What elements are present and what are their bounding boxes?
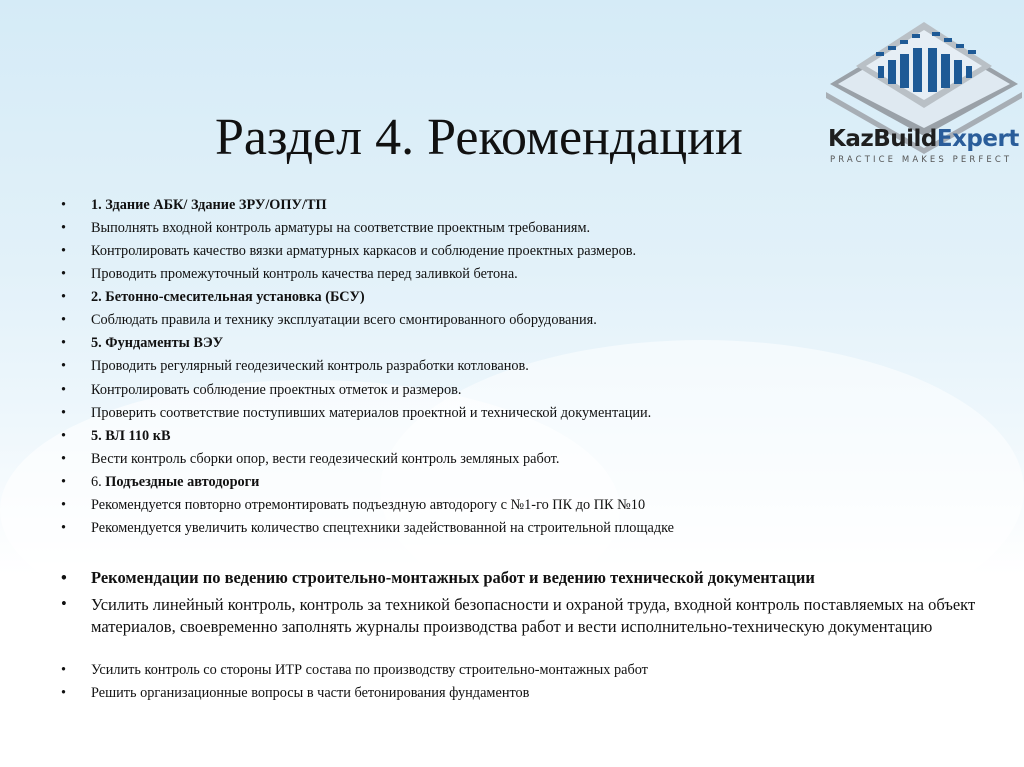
logo-tagline: PRACTICE MAKES PERFECT xyxy=(830,155,1013,165)
list-item-label: 5. ВЛ 110 кВ xyxy=(91,427,171,444)
list-item-text xyxy=(91,474,259,491)
list-item-label: Подъездные автодороги xyxy=(105,473,260,490)
summary-item-text: Решить организационные вопросы в части бетонирования фундаментов xyxy=(91,685,530,701)
list-item-prefix: 6. xyxy=(91,473,106,490)
list-item-text xyxy=(91,358,529,375)
list-item-text xyxy=(91,312,597,329)
list-item-label: Проверить соответствие поступивших материалов проектной и технической документации. xyxy=(91,404,652,421)
list-item-text xyxy=(91,266,518,283)
bullet: • xyxy=(61,243,67,260)
bullet: • xyxy=(61,197,67,213)
bullet: • xyxy=(61,473,67,490)
bullet: • xyxy=(61,685,67,701)
bullet: • xyxy=(61,289,67,306)
list-item-label: 1. Здание АБК/ Здание ЗРУ/ОПУ/ТП xyxy=(91,197,327,213)
bullet: • xyxy=(61,568,67,587)
summary-paragraph: Усилить линейный контроль, контроль за техникой безопасности и охраной труда, входной контроль поставляемых на объект материалов, своевременно заполнять журналы производства работ и вести исполнительно-техническую документацию xyxy=(91,595,976,636)
list-item-label: Проводить промежуточный контроль качества перед заливкой бетона. xyxy=(91,266,518,283)
bullet: • xyxy=(61,594,67,613)
logo-wordmark: KazBuildExpert xyxy=(828,126,1019,152)
bullet: • xyxy=(61,519,67,536)
list-item-label: Контролировать соблюдение проектных отметок и размеров. xyxy=(91,381,462,398)
list-item-label: 5. Фундаменты ВЭУ xyxy=(91,335,224,352)
list-item-label: Контролировать качество вязки арматурных каркасов и соблюдение проектных размеров. xyxy=(91,243,637,260)
bullet: • xyxy=(61,312,67,329)
bullet: • xyxy=(61,381,67,398)
summary-item-text: Усилить контроль со стороны ИТР состава по производству строительно-монтажных работ xyxy=(91,662,648,678)
list-item-label: Проводить регулярный геодезический контроль разработки котлованов. xyxy=(91,358,529,375)
bullet: • xyxy=(61,404,67,421)
list-item-text xyxy=(91,451,559,468)
summary-heading: Рекомендации по ведению строительно-монтажных работ и ведению технической документации xyxy=(91,568,815,587)
list-item-text xyxy=(91,382,461,399)
list-item-label: Соблюдать правила и технику эксплуатации всего смонтированного оборудования. xyxy=(91,312,597,329)
list-item-label: Рекомендуется повторно отремонтировать подъездную автодорогу с №1-го ПК до ПК №10 xyxy=(91,496,646,513)
list-item-label: Выполнять входной контроль арматуры на соответствие проектным требованиям. xyxy=(91,220,591,237)
list-item-label: Рекомендуется увеличить количество спецтехники задействованной на строительной площадке xyxy=(91,519,675,536)
list-item-text xyxy=(91,220,590,237)
bullet: • xyxy=(61,335,67,352)
bullet: • xyxy=(61,662,67,678)
bullet: • xyxy=(61,450,67,467)
bullet: • xyxy=(61,266,67,283)
list-item-text xyxy=(91,335,223,352)
list-item-text xyxy=(91,243,636,260)
list-item-text xyxy=(91,520,674,537)
list-item-text xyxy=(91,497,645,514)
bullet: • xyxy=(61,496,67,513)
list-item-text xyxy=(91,197,327,214)
list-item-label: 2. Бетонно-смесительная установка (БСУ) xyxy=(91,289,365,306)
list-item-text xyxy=(91,405,651,422)
list-item-text xyxy=(91,289,365,306)
bullet: • xyxy=(61,220,67,237)
slide-title: Раздел 4. Рекомендации xyxy=(215,109,743,166)
bullet: • xyxy=(61,358,67,375)
list-item-label: Вести контроль сборки опор, вести геодезический контроль земляных работ. xyxy=(91,450,560,467)
list-item-text xyxy=(91,428,171,445)
bullet: • xyxy=(61,427,67,444)
